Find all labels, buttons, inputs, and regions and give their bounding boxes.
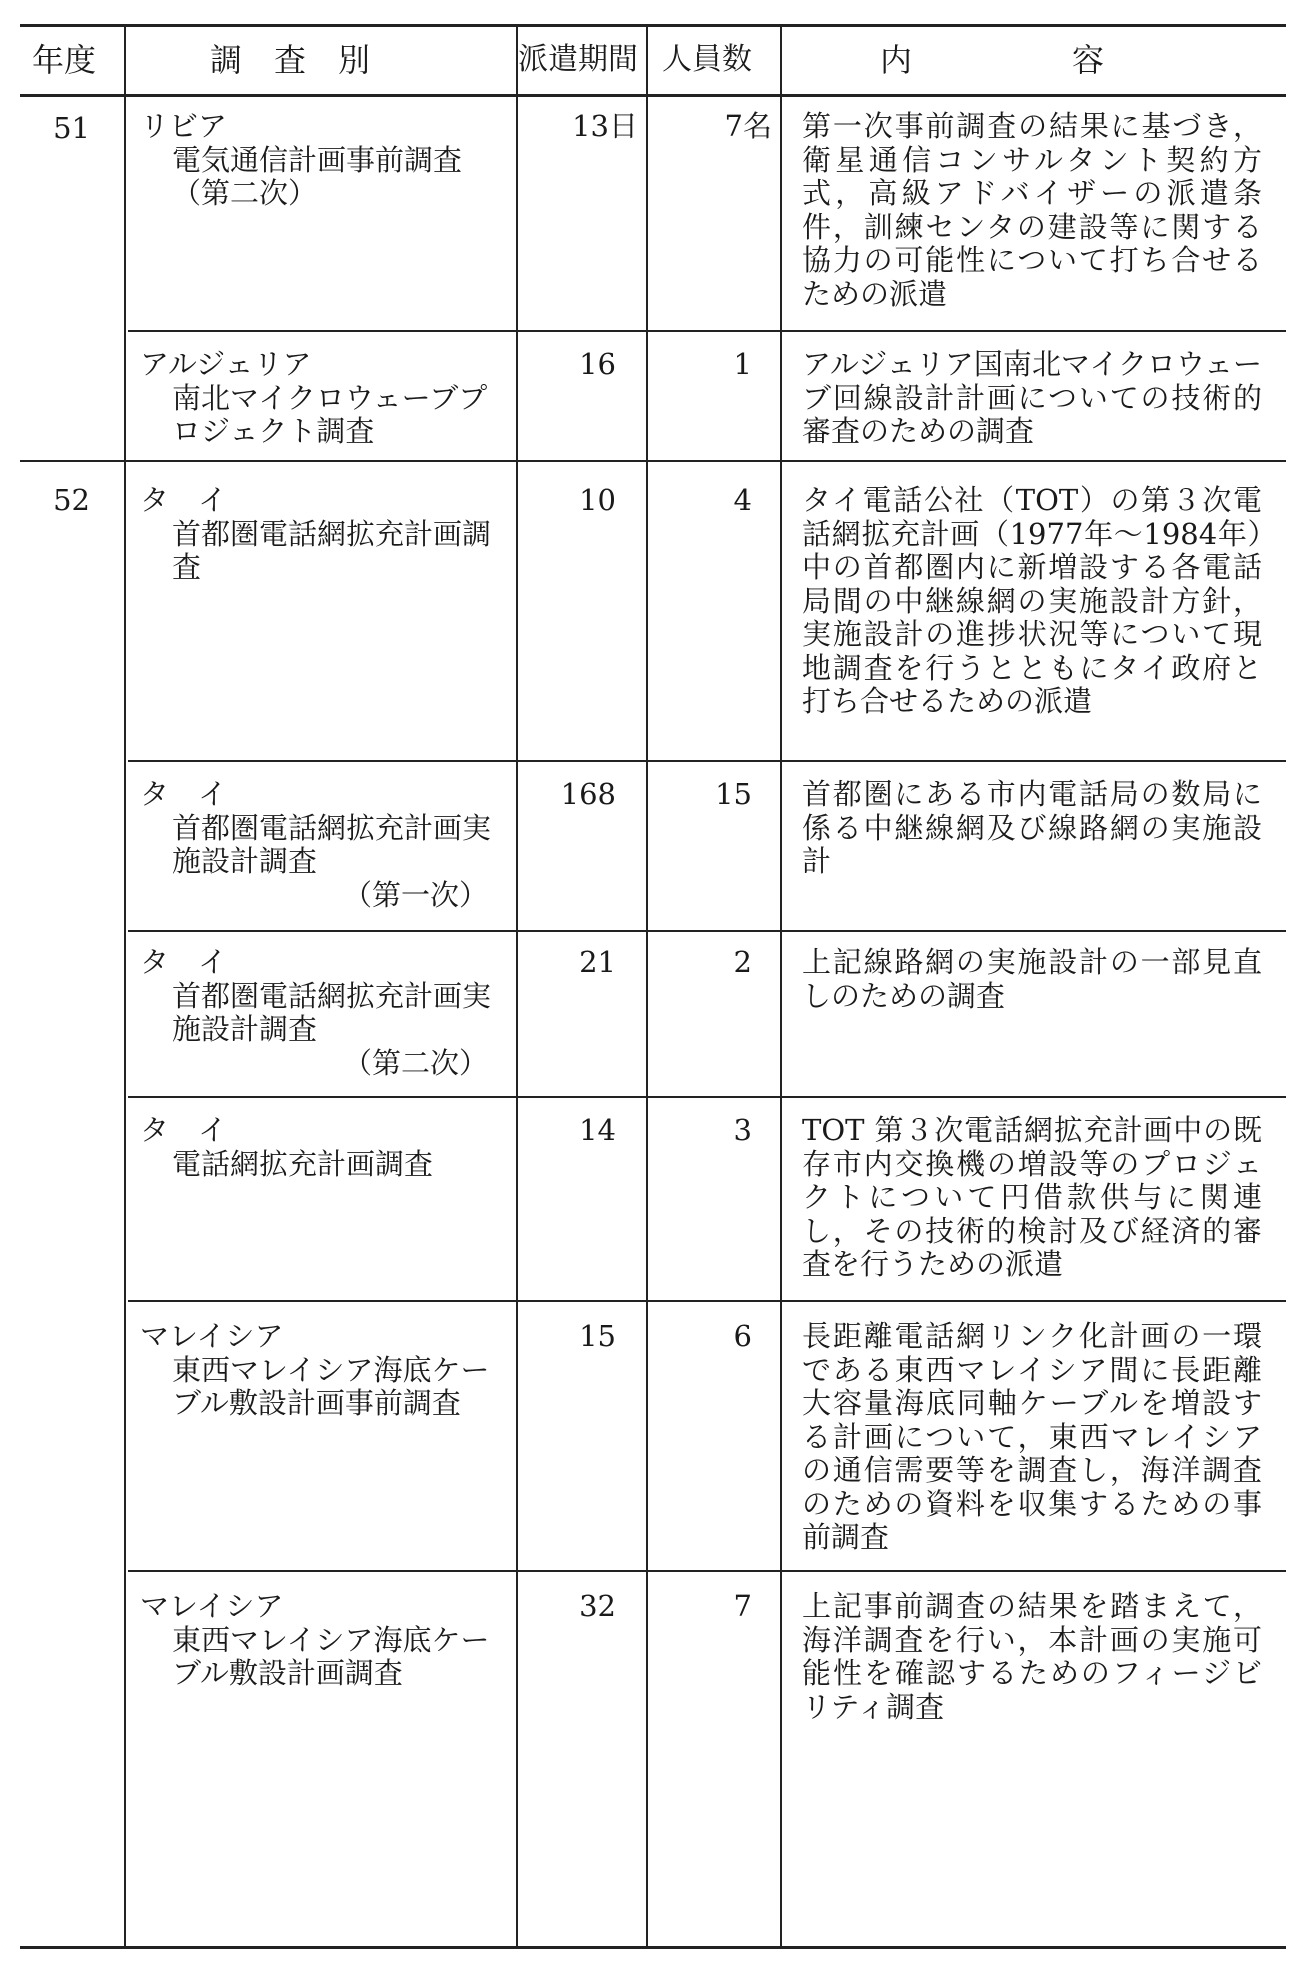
row-3-content: タイ電話公社（TOT）の第３次電話網拡充計画（1977年～1984年）中の首都圏内に新増設する各電話局間の中継線網の実施設計方針，実施設計の進捗状況等について現地調査を行うとともにタイ政府と打ち合せるための派遣 <box>802 483 1262 718</box>
row-3-project: 首都圏電話網拡充計画調査 <box>172 516 492 584</box>
row-7-project: 東西マレイシア海底ケーブル敷設計画事前調査 <box>172 1352 490 1420</box>
row-2-survey <box>140 348 512 449</box>
header-rule <box>20 94 1286 97</box>
row-7-survey <box>140 1320 512 1421</box>
row-8-country: マレイシア <box>140 1589 284 1623</box>
survey-column-rule <box>516 24 518 1946</box>
row-8-content: 上記事前調査の結果を踏まえて，海洋調査を行い，本計画の実施可能性を確認するためのフィージビリティ調査 <box>802 1589 1262 1724</box>
row-3-year: 52 <box>53 483 90 517</box>
bottom-rule <box>20 1946 1286 1949</box>
row-rule-4 <box>128 930 1286 932</box>
row-3-country: タ イ <box>140 483 228 517</box>
header-survey: 調 査 別 <box>210 41 371 79</box>
row-5-survey <box>140 946 512 1080</box>
row-1-phase: （第二次） <box>172 176 318 210</box>
row-8-survey <box>140 1590 512 1691</box>
row-8-period: 32 <box>579 1589 616 1623</box>
row-rule-7 <box>128 1570 1286 1572</box>
row-1-staff: 7名 <box>724 109 772 143</box>
row-1-content: 第一次事前調査の結果に基づき，衛星通信コンサルタント契約方式，高級アドバイザーの派遣条件，訓練センタの建設等に関する協力の可能性について打ち合せるための派遣 <box>802 109 1262 311</box>
row-5-period: 21 <box>579 945 616 979</box>
row-rule-6 <box>128 1300 1286 1302</box>
row-7-country: マレイシア <box>140 1319 284 1353</box>
row-4-content: 首都圏にある市内電話局の数局に係る中継線網及び線路網の実施設計 <box>802 777 1262 878</box>
year-51-rule <box>20 460 1286 462</box>
row-7-staff: 6 <box>733 1319 752 1353</box>
row-4-country: タ イ <box>140 777 228 811</box>
row-4-staff: 15 <box>715 777 752 811</box>
row-4-period: 168 <box>560 777 616 811</box>
row-rule-1 <box>128 330 1286 332</box>
row-6-project: 電話網拡充計画調査 <box>172 1146 434 1181</box>
row-6-country: タ イ <box>140 1113 228 1147</box>
row-1-country: リビア <box>140 109 228 143</box>
row-4-survey <box>140 778 512 912</box>
row-5-country: タ イ <box>140 945 228 979</box>
row-2-period: 16 <box>579 347 616 381</box>
row-rule-3 <box>128 760 1286 762</box>
row-3-survey <box>140 484 512 585</box>
row-2-staff: 1 <box>733 347 752 381</box>
row-4-project: 首都圏電話網拡充計画実施設計調査 <box>172 810 492 878</box>
row-3-period: 10 <box>579 483 616 517</box>
row-1-project: 電気通信計画事前調査 <box>172 142 463 177</box>
row-3-staff: 4 <box>733 483 752 517</box>
row-7-content: 長距離電話網リンク化計画の一環である東西マレイシア間に長距離大容量海底同軸ケーブルを増設する計画について，東西マレイシアの通信需要等を調査し，海洋調査のための資料を収集するための事前調査 <box>802 1319 1262 1554</box>
row-8-project: 東西マレイシア海底ケーブル敷設計画調査 <box>172 1622 490 1690</box>
staff-column-rule <box>780 24 782 1946</box>
row-6-period: 14 <box>579 1113 616 1147</box>
row-1-year: 51 <box>53 111 90 145</box>
row-5-staff: 2 <box>733 945 752 979</box>
row-6-survey <box>140 1114 512 1181</box>
year-column-rule <box>124 24 126 1946</box>
row-rule-5 <box>128 1096 1286 1098</box>
header-period: 派遣期間 <box>518 42 638 77</box>
row-1-survey <box>140 110 512 211</box>
header-content: 内 容 <box>880 41 1105 79</box>
row-5-content: 上記線路網の実施設計の一部見直しのための調査 <box>802 945 1262 1013</box>
row-4-phase: （第一次） <box>342 877 488 912</box>
header-staff: 人員数 <box>662 42 752 77</box>
row-5-project: 首都圏電話網拡充計画実施設計調査 <box>172 978 492 1046</box>
header-year: 年度 <box>32 41 97 79</box>
row-2-country: アルジェリア <box>140 347 312 381</box>
row-2-project: 南北マイクロウェーブプロジェクト調査 <box>172 380 488 448</box>
row-2-content: アルジェリア国南北マイクロウェーブ回線設計計画についての技術的審査のための調査 <box>802 347 1262 448</box>
row-6-staff: 3 <box>733 1113 752 1147</box>
period-column-rule <box>646 24 648 1946</box>
row-1-period: 13日 <box>572 109 638 143</box>
row-7-period: 15 <box>579 1319 616 1353</box>
row-6-content: TOT 第３次電話網拡充計画中の既存市内交換機の増設等のプロジェクトについて円借款供与に関連し，その技術的検討及び経済的審査を行うための派遣 <box>802 1113 1262 1281</box>
row-8-staff: 7 <box>733 1589 752 1623</box>
top-rule <box>20 24 1286 27</box>
row-5-phase: （第二次） <box>342 1045 488 1080</box>
